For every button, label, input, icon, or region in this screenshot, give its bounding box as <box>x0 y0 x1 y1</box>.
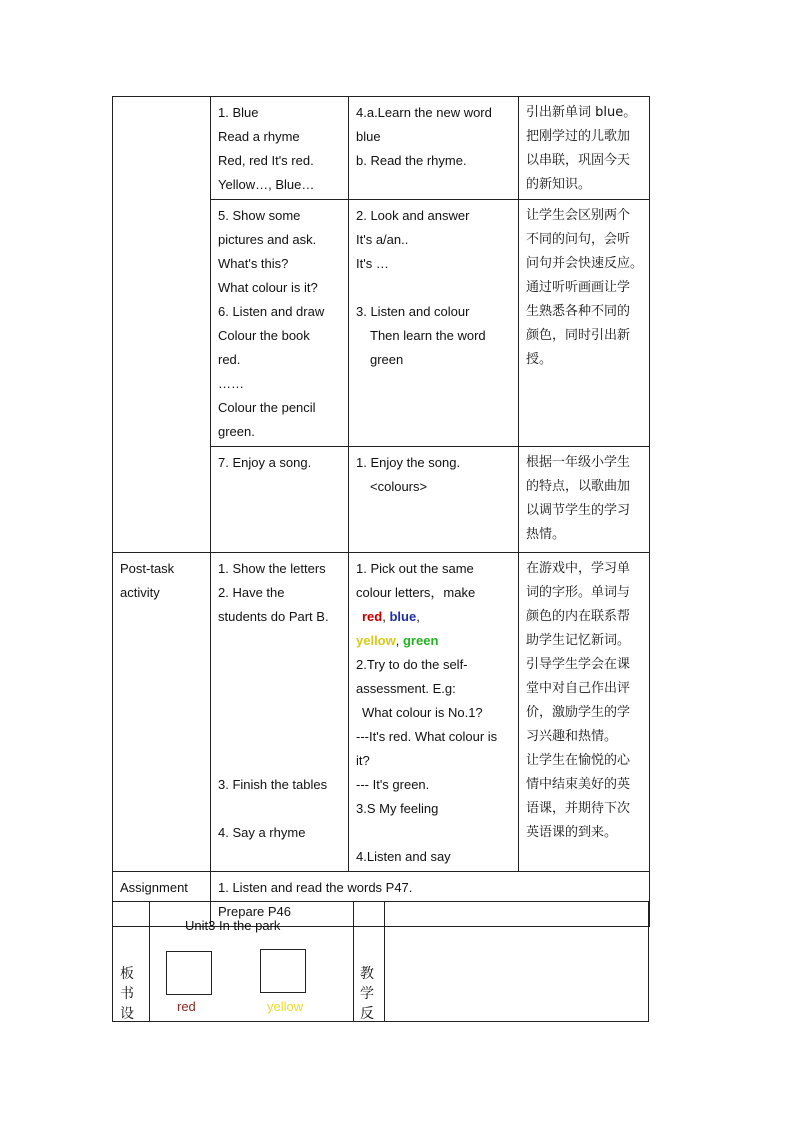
teacher-activity-cell <box>211 97 349 200</box>
lesson-plan-table <box>112 96 650 927</box>
text-line <box>356 276 512 300</box>
text-line: --- It's green. <box>356 777 430 792</box>
text-line: 1. Show the letters <box>218 561 326 576</box>
text-line: 2. Look and answer <box>356 208 470 223</box>
text-line: green. <box>218 424 255 439</box>
text-line: 7. Enjoy a song. <box>218 455 312 470</box>
text-line: 价，激励学生的学 <box>526 705 631 720</box>
colour-box-yellow <box>260 949 306 993</box>
purpose-cell <box>519 553 650 872</box>
stage-cell-empty <box>113 97 211 553</box>
board-label-char: 书 <box>120 986 134 1002</box>
text-line: students do Part B. <box>218 609 329 624</box>
text-line: 把刚学过的儿歌加 <box>526 129 631 144</box>
text-line: b. Read the rhyme. <box>356 153 467 168</box>
reflection-label-char: 学 <box>360 986 374 1002</box>
table-row <box>113 553 650 872</box>
text-line: 的新知识。 <box>526 177 592 192</box>
text-line: 2. Have the <box>218 585 285 600</box>
text-line: 词的字形。单词与 <box>526 585 631 600</box>
purpose-cell <box>519 200 650 447</box>
text-line: assessment. E.g: <box>356 681 456 696</box>
text-line: 颜色的内在联系帮 <box>526 609 631 624</box>
text-line: 英语课的到来。 <box>526 825 618 840</box>
text-line: blue <box>356 129 381 144</box>
board-label <box>119 964 135 1024</box>
text-line: 根据一年级小学生 <box>526 455 631 470</box>
student-activity-cell <box>349 97 519 200</box>
text-line: 4.a.Learn the new word <box>356 105 492 120</box>
text-line: red. <box>218 352 241 367</box>
text-line: Colour the pencil <box>218 400 316 415</box>
reflection-label <box>359 964 375 1024</box>
text-line: 在游戏中，学习单 <box>526 561 631 576</box>
stage-label: activity <box>120 585 160 600</box>
text-line: 5. Show some <box>218 208 301 223</box>
text-line: Then learn the word <box>370 328 486 343</box>
text-line <box>356 821 512 845</box>
word-blue: blue <box>389 609 417 624</box>
divider <box>353 902 354 1021</box>
reflection-label-char: 教 <box>360 966 374 982</box>
word-yellow: yellow <box>356 633 396 648</box>
text-line: 让学生会区别两个 <box>526 208 631 223</box>
text-line: 习兴趣和热情。 <box>526 729 618 744</box>
table-row <box>113 97 650 200</box>
text-line: Read a rhyme <box>218 129 300 144</box>
text-line: 助学生记忆新词。 <box>526 633 631 648</box>
spacer <box>218 629 342 701</box>
text-line: 的特点，以歌曲加 <box>526 479 631 494</box>
text-line: 语课，并期待下次 <box>526 801 631 816</box>
text-line: 堂中对自己作出评 <box>526 681 631 696</box>
word-green: green <box>402 633 439 648</box>
text-line: Colour the book <box>218 328 310 343</box>
text-line <box>218 797 342 821</box>
divider <box>149 902 150 1021</box>
text-line: What colour is No.1? <box>362 705 483 720</box>
teacher-activity-cell <box>211 447 349 553</box>
text-line: 3.S My feeling <box>356 801 439 816</box>
text-line: <colours> <box>370 479 428 494</box>
text-line: colour letters，make <box>356 585 476 600</box>
text-line: 情中结束美好的英 <box>526 777 631 792</box>
text-line: What colour is it? <box>218 280 318 295</box>
teacher-activity-cell <box>211 200 349 447</box>
spacer <box>218 701 342 773</box>
stage-label: Assignment <box>120 880 188 895</box>
purpose-cell <box>519 97 650 200</box>
text-line: 以调节学生的学习 <box>526 503 631 518</box>
text-line: 授。 <box>526 352 553 367</box>
word-red: red <box>362 609 383 624</box>
box-label-yellow: yellow <box>267 999 304 1014</box>
reflection-label-char: 反 <box>360 1006 374 1022</box>
text-line: 颜色，同时引出新 <box>526 328 631 343</box>
text-line: Yellow…, Blue… <box>218 177 315 192</box>
text-line: What's this? <box>218 256 289 271</box>
teacher-activity-cell <box>211 553 349 872</box>
colour-box-red <box>166 951 212 995</box>
purpose-cell <box>519 447 650 553</box>
colour-words-line: yellow, green <box>356 633 439 648</box>
stage-label: Post-task <box>120 561 175 576</box>
text-line: 以串联，巩固今天 <box>526 153 631 168</box>
stage-cell-post-task <box>113 553 211 872</box>
text-line: 不同的问句，会听 <box>526 232 631 247</box>
text-line: Prepare P46 <box>218 904 291 919</box>
text-line: 问句并会快速反应。 <box>526 256 644 271</box>
colour-words-line: red, blue, <box>362 609 420 624</box>
text-line: 1. Listen and read the words P47. <box>218 880 413 895</box>
student-activity-cell <box>349 200 519 447</box>
board-unit-title: Unit3 In the park <box>185 918 281 933</box>
text-line: pictures and ask. <box>218 232 317 247</box>
text-line: Red, red It's red. <box>218 153 314 168</box>
text-line: 3. Finish the tables <box>218 777 328 792</box>
text-line: it? <box>356 753 370 768</box>
text-line: It's … <box>356 256 389 271</box>
text-line: 生熟悉各种不同的 <box>526 304 631 319</box>
text-line: 3. Listen and colour <box>356 304 470 319</box>
board-label-char: 板 <box>120 966 134 982</box>
board-label-char: 设 <box>120 1006 134 1022</box>
text-line: ---It's red. What colour is <box>356 729 498 744</box>
text-line: 通过听听画画让学 <box>526 280 631 295</box>
box-label-red: red <box>177 999 196 1014</box>
text-line: green <box>370 352 404 367</box>
text-line: 4.Listen and say <box>356 849 451 864</box>
text-line: …… <box>218 376 244 391</box>
text-line: 6. Listen and draw <box>218 304 325 319</box>
board-design-section <box>112 901 649 1022</box>
divider <box>384 902 385 1021</box>
text-line: 1. Pick out the same <box>356 561 474 576</box>
text-line: 热情。 <box>526 527 566 542</box>
text-line: 4. Say a rhyme <box>218 825 306 840</box>
text-line: 1. Enjoy the song. <box>356 455 461 470</box>
text-line: 2.Try to do the self- <box>356 657 468 672</box>
text-line: 引出新单词 blue。 <box>526 105 637 120</box>
text-line: 引导学生学会在课 <box>526 657 631 672</box>
student-activity-cell <box>349 553 519 872</box>
text-line: 1. Blue <box>218 105 259 120</box>
student-activity-cell <box>349 447 519 553</box>
text-line: 让学生在愉悦的心 <box>526 753 631 768</box>
text-line: It's a/an.. <box>356 232 409 247</box>
